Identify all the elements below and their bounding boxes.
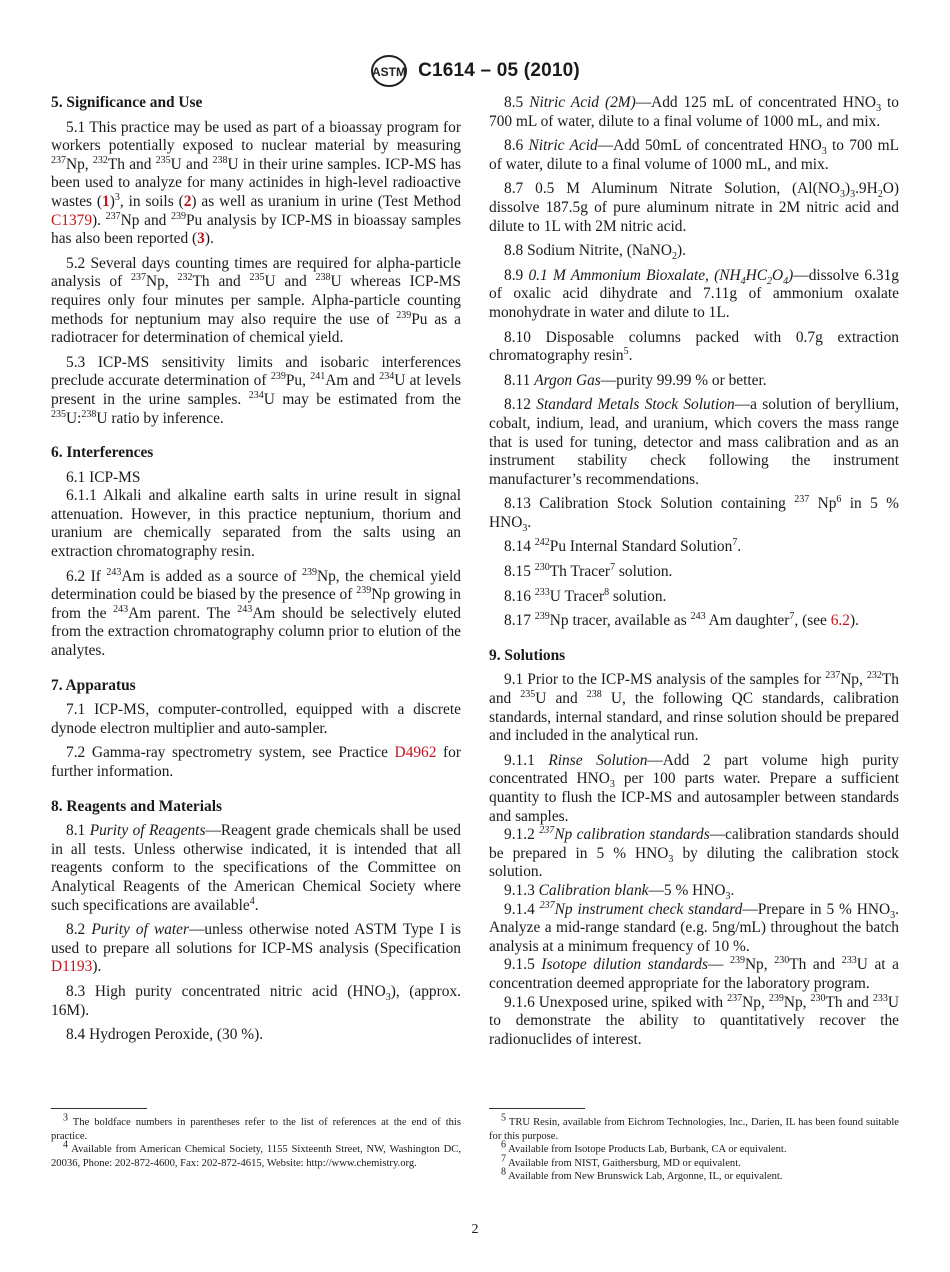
svg-text:ASTM: ASTM [372,65,407,79]
footnote-5: $^5$ TRU Resin, available from Eichrom Technologies, Inc., Darien, IL has been found suitable for this purpose. [489,1112,899,1142]
para-8-10: 8.10 Disposable columns packed with 0.7g extraction chromatography resin$^5$. [489,328,899,365]
para-9-1-1: 9.1.1 Rinse Solution—Add 2 part volume high purity concentrated $HNO_3$ per 100 parts water. Prepare a sufficient quantity to flush the ICP-MS and autosampler between standards and samples. [489,751,899,825]
para-5-3: 5.3 ICP-MS sensitivity limits and isobaric interferences preclude accurate determination of $^{239}$Pu, $^{241}$Am and $^{234}$U at levels present in the urine samples. $^{234}$U may be estimated from the $^{235}$U:$^{238}$U ratio by inference. [51,353,462,427]
section-5-heading: 5. Significance and Use [51,94,203,111]
section-9-heading: 9. Solutions [489,646,566,664]
c1379-link[interactable]: C1379 [51,211,93,229]
footnote-3: $^3$ The boldface numbers in parentheses refer to the list of references at the end of this practice. [51,1112,461,1142]
para-8-1: 8.1 Purity of Reagents—Reagent grade chemicals shall be used in all tests. Unless otherwise indicated, it is intended that all reagents conform to the specifications of the Committee on Analytical Reagents of the American Chemical Society where such specifications are available$^4$. [51,822,461,914]
d1193-link[interactable]: D1193 [51,958,93,976]
para-6-1-1: 6.1.1 Alkali and alkaline earth salts in urine result in signal attenuation. However, in this practice neptunium, thorium and uranium are chemically separated from the salts using an extraction chromatography resin. [51,487,461,561]
para-8-14: 8.14 $^{242}$Pu Internal Standard Solution$^7$. [504,537,742,556]
footnote-8: $^8$ Available from New Brunswick Lab, Argonne, IL, or equivalent. [501,1166,783,1183]
ref-2-link[interactable]: 2 [183,192,192,210]
para-8-2: 8.2 Purity of water—unless otherwise noted ASTM Type I is used to prepare all solutions for ICP-MS analysis (Specification D1193). [51,921,461,976]
para-6-1: 6.1 ICP-MS [66,468,141,486]
footnote-4: $^4$ Available from American Chemical Society, 1155 Sixteenth Street, NW, Washington DC, 20036, Phone: 202-872-4600, Fax: 202-872-4615, Website: http://www.chemistry.org. [51,1139,461,1169]
section-7-heading: 7. Apparatus [51,676,136,694]
para-8-8: 8.8 Sodium Nitrite, (NaNO$_2$). [504,242,686,263]
para-9-1-4: 9.1.4 $^{237}$Np instrument check standard—Prepare in 5 % $HNO_3$. Analyze a mid-range standard (e.g. 5ng/mL) throughout the batch analysis at a minimum frequency of 10 %. [489,899,899,955]
footnote-rule [489,1108,585,1109]
para-8-3: 8.3 High purity concentrated nitric acid $(HNO_3)$, (approx. 16M). [51,982,461,1019]
para-8-13: 8.13 Calibration Stock Solution containing $^{237}$ Np$^6$ in 5 % $HNO_3$. [489,494,899,534]
page-header [0,54,950,88]
para-5-1: 5.1 This practice may be used as part of a bioassay program for workers potentially exposed to nuclear material by measuring $^{237}$Np, $^{232}$Th and $^{235}$U and $^{238}$U in their urine samples. ICP-MS has been used to analyze for many actinides in high-level radioactive wastes $(1)^3$, in soils (2) as well as uranium in urine (Test Method C1379). $^{237}$Np and $^{239}$Pu analysis by ICP-MS in bioassay samples has also been reported (3). [51,118,462,248]
footnote-6: $^6$ Available from Isotope Products Lab, Burbank, CA or equivalent. [501,1139,787,1156]
para-8-16: 8.16 $^{233}$U Tracer$^8$ solution. [504,586,667,605]
para-8-11: 8.11 Argon Gas—purity 99.99 % or better. [504,371,767,389]
para-8-7: 8.7 0.5 M Aluminum Nitrate Solution, $(Al(NO_3)_3.9H_2O)$ dissolve 187.5g of pure aluminum nitrate in 2M nitric acid and dilute to 1L with 2M nitric acid. [489,180,899,235]
section-6-2-link[interactable]: 6.2 [830,612,850,630]
para-9-1: 9.1 Prior to the ICP-MS analysis of the samples for $^{237}$Np, $^{232}$Th and $^{235}$U and $^{238}$ U, the following QC standards, calibration standards, internal standard, and rinse solution should be prepared and included in the analytical run. [489,670,899,745]
para-8-15: 8.15 $^{230}$Th Tracer$^7$ solution. [504,561,673,581]
para-8-17: 8.17 $^{239}$Np tracer, available as $^{243}$ Am daughter$^7$, (see 6.2). [504,611,859,630]
para-9-1-3: 9.1.3 Calibration blank—5 % $HNO_3$. [504,881,735,903]
left-column [51,94,461,1051]
section-8-heading: 8. Reagents and Materials [51,797,222,815]
ref-3-link[interactable]: 3 [197,230,205,248]
document-code: C1614 – 05 (2010) [418,60,580,81]
para-5-2: 5.2 Several days counting times are required for alpha-particle analysis of $^{237}$Np, $^{232}$Th and $^{235}$U and $^{238}$U whereas ICP-MS requires only four minutes per sample. Alpha-particle counting methods for neptunium may also require the use of $^{239}$Pu as a radiotracer for determination of chemical yield. [51,254,461,347]
para-9-1-2: 9.1.2 $^{237}$Np calibration standards—calibration standards should be prepared in 5 % $HNO_3$ by diluting the calibration stock solution. [489,825,899,881]
para-7-2: 7.2 Gamma-ray spectrometry system, see Practice D4962 for further information. [51,744,461,780]
section-6-heading: 6. Interferences [51,444,154,462]
footnotes-left [51,1108,461,1170]
ref-1-link[interactable]: 1 [102,192,110,210]
right-column [489,94,899,1049]
para-9-1-6: 9.1.6 Unexposed urine, spiked with $^{237}$Np, $^{239}$Np, $^{230}$Th and $^{233}$U to demonstrate the ability to quantitatively recover the radionuclides of interest. [489,992,899,1048]
d4962-link[interactable]: D4962 [394,744,437,762]
footnote-7: $^7$ Available from NIST, Gaithersburg, MD or equivalent. [501,1153,741,1169]
para-6-2: 6.2 If $^{243}$Am is added as a source of $^{239}$Np, the chemical yield determination could be biased by the presence of $^{239}$Np growing in from the $^{243}$Am parent. The $^{243}$Am should be selectively eluted from the extraction chromatography column prior to elution of the analytes. [51,566,461,660]
para-8-6: 8.6 Nitric Acid—Add 50mL of concentrated $HNO_3$ to 700 mL of water, dilute to a final volume of 1000 mL, and mix. [489,137,899,173]
para-8-9: 8.9 0.1 M Ammonium Bioxalate, $(NH_4HC_2O_4)—dissolve$ 6.31g of oxalic acid dihydrate and 7.11g of ammonium oxalate monohydrate in water and dilute to 1L. [489,266,899,321]
para-8-4: 8.4 Hydrogen Peroxide, (30 %). [66,1026,264,1044]
footnotes-right [489,1108,899,1184]
para-8-5: 8.5 Nitric Acid (2M)—Add 125 mL of concentrated $HNO_3$ to 700 mL of water, dilute to a final volume of 1000 mL, and mix. [489,94,899,130]
footnote-rule [51,1108,147,1109]
para-8-12: 8.12 Standard Metals Stock Solution—a solution of beryllium, cobalt, indium, lead, and uranium, which covers the mass range that is used for tuning, detector and mass calibration and as an instrument stability check following the instrument manufacturer’s recommendations. [489,396,900,488]
para-9-1-5: 9.1.5 Isotope dilution standards— $^{239}$Np, $^{230}$Th and $^{233}$U at a concentration deemed appropriate for the laboratory program. [489,955,899,992]
page-number: 2 [471,1222,479,1237]
astm-logo-icon [370,54,408,88]
para-7-1: 7.1 ICP-MS, computer-controlled, equipped with a discrete dynode electron multiplier and auto-sampler. [51,701,461,737]
